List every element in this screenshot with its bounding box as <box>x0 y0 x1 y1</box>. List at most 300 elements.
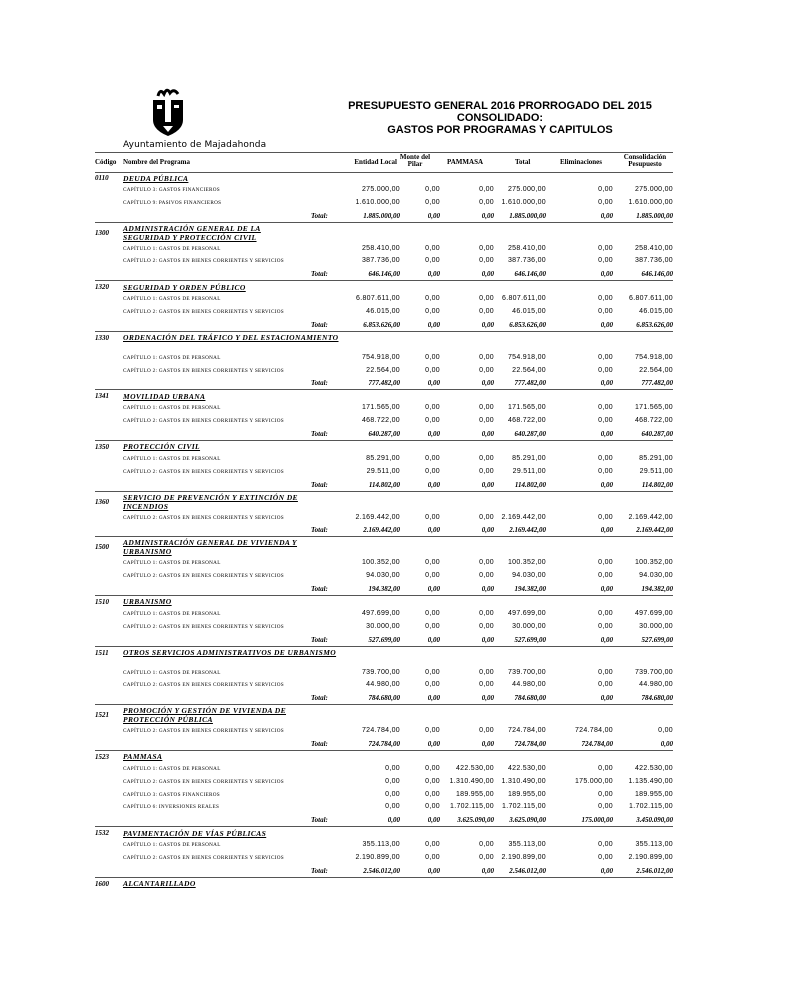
chapter-row <box>95 512 673 525</box>
program-section <box>95 705 673 751</box>
chapter-row <box>95 557 673 570</box>
total-monte-pilar: 0,00 <box>427 526 440 535</box>
chapter-row <box>95 852 673 865</box>
total-label: Total: <box>311 866 328 875</box>
total-eliminaciones: 0,00 <box>600 270 613 279</box>
total-entidad-local: 640.287,00 <box>368 429 400 438</box>
chapter-label: CAPÍTULO 2: GASTOS EN BIENES CORRIENTES Y SERVICIOS <box>123 728 284 735</box>
chapter-label: CAPÍTULO 2: GASTOS EN BIENES CORRIENTES Y SERVICIOS <box>123 682 284 689</box>
total-monte-pilar: 0,00 <box>427 584 440 593</box>
total-pammasa: 0,00 <box>481 635 494 644</box>
value-eliminaciones: 0,00 <box>598 681 613 689</box>
total-eliminaciones: 175.000,00 <box>581 816 613 825</box>
value-monte-pilar: 0,00 <box>425 681 440 689</box>
value-consolidacion: 85.291,00 <box>639 454 673 462</box>
total-row <box>95 583 673 596</box>
value-pammasa: 0,00 <box>479 353 494 361</box>
value-entidad-local: 724.784,00 <box>361 727 400 735</box>
value-monte-pilar: 0,00 <box>425 186 440 193</box>
value-entidad-local: 29.511,00 <box>366 467 400 475</box>
chapter-label: CAPÍTULO 2: GASTOS EN BIENES CORRIENTES Y SERVICIOS <box>123 367 284 374</box>
value-pammasa: 0,00 <box>479 257 494 265</box>
chapter-label: CAPÍTULO 2: GASTOS EN BIENES CORRIENTES Y SERVICIOS <box>123 514 284 521</box>
total-consolidacion: 784.680,00 <box>641 694 673 703</box>
value-total: 754.918,00 <box>507 353 546 361</box>
value-pammasa: 422.530,00 <box>455 764 494 772</box>
total-row <box>95 479 673 492</box>
value-eliminaciones: 0,00 <box>598 366 613 374</box>
col-eliminaciones: Eliminaciones <box>560 158 603 166</box>
value-consolidacion: 754.918,00 <box>634 353 673 361</box>
value-pammasa: 0,00 <box>479 366 494 374</box>
total-entidad-local: 646.146,00 <box>368 270 400 279</box>
value-monte-pilar: 0,00 <box>425 417 440 425</box>
program-header <box>95 441 673 453</box>
value-total: 1.310.490,00 <box>501 777 546 785</box>
value-eliminaciones: 0,00 <box>598 307 613 315</box>
value-monte-pilar: 0,00 <box>425 841 440 849</box>
program-header <box>95 647 673 659</box>
chapter-label: CAPÍTULO 3: GASTOS FINANCIEROS <box>123 187 220 193</box>
program-code: 1510 <box>95 597 109 606</box>
value-consolidacion: 1.135.490,00 <box>628 777 673 785</box>
total-row <box>95 428 673 441</box>
value-consolidacion: 387.736,00 <box>634 257 673 265</box>
chapter-label: CAPÍTULO 2: GASTOS EN BIENES CORRIENTES Y SERVICIOS <box>123 258 284 265</box>
col-monte-pilar <box>390 154 440 168</box>
total-entidad-local: 527.699,00 <box>368 635 400 644</box>
total-monte-pilar: 0,00 <box>427 429 440 438</box>
chapter-label: CAPÍTULO 9: PASIVOS FINANCIEROS <box>123 199 222 206</box>
chapter-row <box>95 243 673 256</box>
value-total: 22.564,00 <box>512 366 546 374</box>
program-section <box>95 223 673 282</box>
program-code: 1330 <box>95 333 109 342</box>
total-label: Total: <box>311 211 328 220</box>
chapter-label: CAPÍTULO 2: GASTOS EN BIENES CORRIENTES Y SERVICIOS <box>123 778 284 785</box>
value-monte-pilar: 0,00 <box>425 622 440 630</box>
total-monte-pilar: 0,00 <box>427 635 440 644</box>
value-entidad-local: 171.565,00 <box>361 404 400 412</box>
total-pammasa: 0,00 <box>481 694 494 703</box>
total-consolidacion: 1.885.000,00 <box>636 211 673 220</box>
value-total: 6.807.611,00 <box>502 295 546 303</box>
value-eliminaciones: 0,00 <box>598 622 613 630</box>
chapter-row <box>95 402 673 415</box>
total-total: 3.625.090,00 <box>509 816 546 825</box>
program-name: SERVICIO DE PREVENCIÓN Y EXTINCIÓN DE INCENDIOS <box>123 493 303 511</box>
value-entidad-local: 739.700,00 <box>361 668 400 676</box>
value-total: 100.352,00 <box>507 559 546 567</box>
chapter-label: CAPÍTULO 2: GASTOS EN BIENES CORRIENTES Y SERVICIOS <box>123 468 284 475</box>
program-section <box>95 492 673 538</box>
chapter-label: CAPÍTULO 2: GASTOS EN BIENES CORRIENTES Y SERVICIOS <box>123 418 284 425</box>
total-eliminaciones: 724.784,00 <box>581 739 613 748</box>
total-consolidacion: 114.802,00 <box>641 480 673 489</box>
value-entidad-local: 0,00 <box>385 777 400 785</box>
value-pammasa: 0,00 <box>479 244 494 252</box>
total-label: Total: <box>311 379 328 388</box>
value-total: 468.722,00 <box>507 417 546 425</box>
value-eliminaciones: 0,00 <box>598 668 613 676</box>
value-consolidacion: 46.015,00 <box>639 307 673 315</box>
program-code: 1320 <box>95 283 109 292</box>
col-program-name: Nombre del Programa <box>123 158 191 166</box>
value-entidad-local: 468.722,00 <box>361 417 400 425</box>
value-total: 275.000,00 <box>507 186 546 193</box>
chapter-row <box>95 184 673 197</box>
program-name: ADMINISTRACIÓN GENERAL DE VIVIENDA Y URBANISMO <box>123 538 303 556</box>
value-pammasa: 0,00 <box>479 454 494 462</box>
value-total: 739.700,00 <box>507 668 546 676</box>
chapter-row <box>95 352 673 365</box>
value-consolidacion: 355.113,00 <box>635 841 673 849</box>
total-total: 2.169.442,00 <box>509 526 546 535</box>
value-total: 46.015,00 <box>512 307 546 315</box>
value-monte-pilar: 0,00 <box>425 366 440 374</box>
total-consolidacion: 6.853.626,00 <box>636 320 673 329</box>
chapter-label: CAPÍTULO 2: GASTOS EN BIENES CORRIENTES Y SERVICIOS <box>123 854 284 861</box>
value-entidad-local: 355.113,00 <box>362 841 400 849</box>
value-entidad-local: 275.000,00 <box>361 186 400 193</box>
value-total: 2.190.899,00 <box>501 853 546 861</box>
total-row <box>95 634 673 647</box>
program-header <box>95 492 673 512</box>
value-consolidacion: 6.807.611,00 <box>629 295 673 303</box>
value-total: 724.784,00 <box>507 727 546 735</box>
program-section <box>95 172 673 223</box>
total-eliminaciones: 0,00 <box>600 866 613 875</box>
chapter-label: CAPÍTULO 1: GASTOS DE PERSONAL <box>123 245 221 252</box>
total-label: Total: <box>311 480 328 489</box>
total-total: 114.802,00 <box>514 480 546 489</box>
value-consolidacion: 94.030,00 <box>639 572 673 580</box>
total-eliminaciones: 0,00 <box>600 480 613 489</box>
chapter-row <box>95 293 673 306</box>
value-consolidacion: 422.530,00 <box>634 764 673 772</box>
program-name: PAVIMENTACIÓN DE VÍAS PÚBLICAS <box>123 828 267 838</box>
value-consolidacion: 2.169.442,00 <box>628 513 673 521</box>
chapter-row <box>95 415 673 428</box>
chapter-label: CAPÍTULO 1: GASTOS DE PERSONAL <box>123 842 221 849</box>
value-total: 355.113,00 <box>508 841 546 849</box>
total-monte-pilar: 0,00 <box>427 866 440 875</box>
total-total: 6.853.626,00 <box>509 320 546 329</box>
program-section <box>95 537 673 596</box>
value-consolidacion: 258.410,00 <box>634 244 673 252</box>
value-total: 29.511,00 <box>512 467 546 475</box>
total-total: 527.699,00 <box>514 635 546 644</box>
program-code: 1360 <box>95 497 109 506</box>
value-pammasa: 0,00 <box>479 572 494 580</box>
chapter-row <box>95 667 673 680</box>
value-pammasa: 0,00 <box>479 295 494 303</box>
value-eliminaciones: 0,00 <box>598 417 613 425</box>
value-pammasa: 0,00 <box>479 513 494 521</box>
total-consolidacion: 777.482,00 <box>641 379 673 388</box>
chapter-label: CAPÍTULO 3: GASTOS FINANCIEROS <box>123 791 220 798</box>
total-entidad-local: 1.885.000,00 <box>363 211 400 220</box>
value-monte-pilar: 0,00 <box>425 257 440 265</box>
program-code: 1350 <box>95 442 109 451</box>
value-entidad-local: 0,00 <box>385 803 400 811</box>
total-total: 2.546.012,00 <box>509 866 546 875</box>
value-pammasa: 0,00 <box>479 681 494 689</box>
total-entidad-local: 2.546.012,00 <box>363 866 400 875</box>
chapter-row <box>95 365 673 378</box>
chapter-row <box>95 789 673 802</box>
program-code: 0110 <box>95 174 109 182</box>
value-eliminaciones: 0,00 <box>598 454 613 462</box>
chapter-label: CAPÍTULO 2: GASTOS EN BIENES CORRIENTES Y SERVICIOS <box>123 573 284 580</box>
program-name: ALCANTARILLADO <box>123 879 196 889</box>
program-code: 1341 <box>95 392 109 401</box>
organization-name: Ayuntamiento de Majadahonda <box>123 140 267 150</box>
program-name: PROMOCIÓN Y GESTIÓN DE VIVIENDA DE PROTECCIÓN PÚBLICA <box>123 706 303 724</box>
total-total: 777.482,00 <box>514 379 546 388</box>
value-consolidacion: 171.565,00 <box>634 404 673 412</box>
total-consolidacion: 646.146,00 <box>641 270 673 279</box>
value-consolidacion: 22.564,00 <box>639 366 673 374</box>
chapter-row <box>95 763 673 776</box>
chapter-label: CAPÍTULO 1: GASTOS DE PERSONAL <box>123 455 221 462</box>
value-total: 258.410,00 <box>507 244 546 252</box>
total-pammasa: 0,00 <box>481 270 494 279</box>
total-consolidacion: 527.699,00 <box>641 635 673 644</box>
value-pammasa: 189.955,00 <box>455 790 494 798</box>
total-monte-pilar: 0,00 <box>427 694 440 703</box>
value-total: 44.980,00 <box>512 681 546 689</box>
program-code: 1532 <box>95 829 109 838</box>
col-consolidacion-line1: Consolidación <box>623 153 667 161</box>
total-label: Total: <box>311 526 328 535</box>
value-total: 1.702.115,00 <box>502 803 546 811</box>
value-pammasa: 0,00 <box>479 841 494 849</box>
program-section <box>95 441 673 492</box>
total-eliminaciones: 0,00 <box>600 694 613 703</box>
col-pammasa: PAMMASA <box>447 158 484 166</box>
value-eliminaciones: 724.784,00 <box>574 727 613 735</box>
total-eliminaciones: 0,00 <box>600 320 613 329</box>
value-pammasa: 0,00 <box>479 622 494 630</box>
value-eliminaciones: 0,00 <box>598 609 613 617</box>
value-total: 2.169.442,00 <box>501 513 546 521</box>
value-consolidacion: 2.190.899,00 <box>628 853 673 861</box>
col-code: Código <box>95 158 117 166</box>
total-monte-pilar: 0,00 <box>427 270 440 279</box>
total-pammasa: 0,00 <box>481 320 494 329</box>
value-entidad-local: 30.000,00 <box>366 622 400 630</box>
total-row <box>95 319 673 332</box>
program-name: OTROS SERVICIOS ADMINISTRATIVOS DE URBANISMO <box>123 648 337 658</box>
value-consolidacion: 189.955,00 <box>634 790 673 798</box>
total-label: Total: <box>311 584 328 593</box>
value-consolidacion: 275.000,00 <box>634 186 673 193</box>
value-entidad-local: 0,00 <box>385 790 400 798</box>
program-code: 1600 <box>95 879 109 888</box>
title-line-3: GASTOS POR PROGRAMAS Y CAPITULOS <box>387 124 613 136</box>
total-label: Total: <box>311 694 328 703</box>
value-total: 1.610.000,00 <box>501 198 546 206</box>
program-header <box>95 878 673 890</box>
total-label: Total: <box>311 320 328 329</box>
program-code: 1523 <box>95 752 109 761</box>
program-header <box>95 390 673 402</box>
value-entidad-local: 258.410,00 <box>361 244 400 252</box>
total-entidad-local: 0,00 <box>387 816 400 825</box>
value-monte-pilar: 0,00 <box>425 307 440 315</box>
program-code: 1511 <box>95 648 109 657</box>
report-title <box>330 100 670 136</box>
chapter-row <box>95 608 673 621</box>
value-monte-pilar: 0,00 <box>425 609 440 617</box>
value-total: 387.736,00 <box>507 257 546 265</box>
program-name: PAMMASA <box>123 752 163 762</box>
chapter-row <box>95 621 673 634</box>
chapter-row <box>95 255 673 268</box>
value-eliminaciones: 0,00 <box>598 559 613 567</box>
program-section <box>95 332 673 391</box>
value-consolidacion: 100.352,00 <box>634 559 673 567</box>
coat-of-arms-icon <box>150 86 186 138</box>
total-label: Total: <box>311 739 328 748</box>
value-eliminaciones: 0,00 <box>598 244 613 252</box>
total-eliminaciones: 0,00 <box>600 379 613 388</box>
col-consolidacion <box>615 154 675 168</box>
value-monte-pilar: 0,00 <box>425 777 440 785</box>
table-header <box>95 153 673 173</box>
value-eliminaciones: 0,00 <box>598 853 613 861</box>
program-code: 1521 <box>95 711 109 720</box>
value-eliminaciones: 0,00 <box>598 198 613 206</box>
spacer <box>95 659 673 667</box>
program-section <box>95 878 673 890</box>
program-section <box>95 827 673 878</box>
chapter-row <box>95 197 673 210</box>
program-section <box>95 281 673 332</box>
total-row <box>95 268 673 281</box>
total-pammasa: 0,00 <box>481 480 494 489</box>
value-eliminaciones: 0,00 <box>598 841 613 849</box>
program-name: ADMINISTRACIÓN GENERAL DE LA SEGURIDAD Y PROTECCIÓN CIVIL <box>123 224 303 242</box>
value-consolidacion: 1.610.000,00 <box>628 198 673 206</box>
chapter-label: CAPÍTULO 1: GASTOS DE PERSONAL <box>123 669 221 676</box>
value-consolidacion: 497.699,00 <box>634 609 673 617</box>
chapter-label: CAPÍTULO 1: GASTOS DE PERSONAL <box>123 610 221 617</box>
chapter-row <box>95 725 673 738</box>
total-monte-pilar: 0,00 <box>427 320 440 329</box>
chapter-row <box>95 306 673 319</box>
total-monte-pilar: 0,00 <box>427 379 440 388</box>
value-total: 497.699,00 <box>507 609 546 617</box>
value-consolidacion: 29.511,00 <box>639 467 673 475</box>
col-monte-pilar-line2: Pilar <box>407 160 423 168</box>
chapter-row <box>95 453 673 466</box>
value-entidad-local: 0,00 <box>385 764 400 772</box>
total-pammasa: 0,00 <box>481 526 494 535</box>
total-pammasa: 0,00 <box>481 739 494 748</box>
chapter-label: CAPÍTULO 2: GASTOS EN BIENES CORRIENTES Y SERVICIOS <box>123 308 284 315</box>
total-total: 646.146,00 <box>514 270 546 279</box>
chapter-row <box>95 839 673 852</box>
total-pammasa: 0,00 <box>481 429 494 438</box>
value-monte-pilar: 0,00 <box>425 353 440 361</box>
program-header <box>95 172 673 184</box>
chapter-label: CAPÍTULO 1: GASTOS DE PERSONAL <box>123 354 221 361</box>
value-monte-pilar: 0,00 <box>425 198 440 206</box>
total-consolidacion: 2.546.012,00 <box>636 866 673 875</box>
col-total: Total <box>515 158 531 166</box>
total-row <box>95 865 673 878</box>
chapter-row <box>95 801 673 814</box>
value-monte-pilar: 0,00 <box>425 853 440 861</box>
total-row <box>95 377 673 390</box>
total-eliminaciones: 0,00 <box>600 211 613 220</box>
total-row <box>95 210 673 223</box>
total-entidad-local: 114.802,00 <box>368 480 400 489</box>
value-monte-pilar: 0,00 <box>425 790 440 798</box>
col-monte-pilar-line1: Monte del <box>399 153 431 161</box>
value-pammasa: 0,00 <box>479 727 494 735</box>
program-name: PROTECCIÓN CIVIL <box>123 442 201 452</box>
program-section <box>95 596 673 647</box>
value-pammasa: 0,00 <box>479 467 494 475</box>
program-header <box>95 827 673 839</box>
title-line-1: PRESUPUESTO GENERAL 2016 PRORROGADO DEL 2015 <box>348 100 652 112</box>
total-total: 724.784,00 <box>514 739 546 748</box>
total-row <box>95 524 673 537</box>
total-total: 640.287,00 <box>514 429 546 438</box>
value-entidad-local: 22.564,00 <box>366 366 400 374</box>
value-pammasa: 0,00 <box>479 559 494 567</box>
total-eliminaciones: 0,00 <box>600 584 613 593</box>
value-eliminaciones: 0,00 <box>598 513 613 521</box>
value-monte-pilar: 0,00 <box>425 454 440 462</box>
value-entidad-local: 94.030,00 <box>366 572 400 580</box>
total-consolidacion: 2.169.442,00 <box>636 526 673 535</box>
total-entidad-local: 777.482,00 <box>368 379 400 388</box>
value-pammasa: 0,00 <box>479 417 494 425</box>
chapter-row <box>95 679 673 692</box>
value-eliminaciones: 0,00 <box>598 186 613 193</box>
program-code: 1500 <box>95 543 109 552</box>
program-section <box>95 751 673 827</box>
program-section <box>95 647 673 706</box>
value-consolidacion: 30.000,00 <box>639 622 673 630</box>
value-total: 189.955,00 <box>507 790 546 798</box>
value-total: 422.530,00 <box>507 764 546 772</box>
chapter-label: CAPÍTULO 2: GASTOS EN BIENES CORRIENTES Y SERVICIOS <box>123 623 284 630</box>
value-eliminaciones: 0,00 <box>598 295 613 303</box>
program-name: MOVILIDAD URBANA <box>123 391 206 401</box>
value-eliminaciones: 0,00 <box>598 803 613 811</box>
value-entidad-local: 6.807.611,00 <box>356 295 400 303</box>
chapter-label: CAPÍTULO 1: GASTOS DE PERSONAL <box>123 405 221 412</box>
total-row <box>95 738 673 751</box>
value-entidad-local: 1.610.000,00 <box>355 198 400 206</box>
value-eliminaciones: 0,00 <box>598 257 613 265</box>
value-eliminaciones: 0,00 <box>598 764 613 772</box>
total-label: Total: <box>311 635 328 644</box>
value-entidad-local: 2.190.899,00 <box>355 853 400 861</box>
value-entidad-local: 46.015,00 <box>366 307 400 315</box>
total-consolidacion: 3.450.090,00 <box>636 816 673 825</box>
value-pammasa: 0,00 <box>479 198 494 206</box>
program-header <box>95 281 673 293</box>
value-total: 171.565,00 <box>507 404 546 412</box>
value-eliminaciones: 175.000,00 <box>574 777 613 785</box>
value-entidad-local: 100.352,00 <box>361 559 400 567</box>
